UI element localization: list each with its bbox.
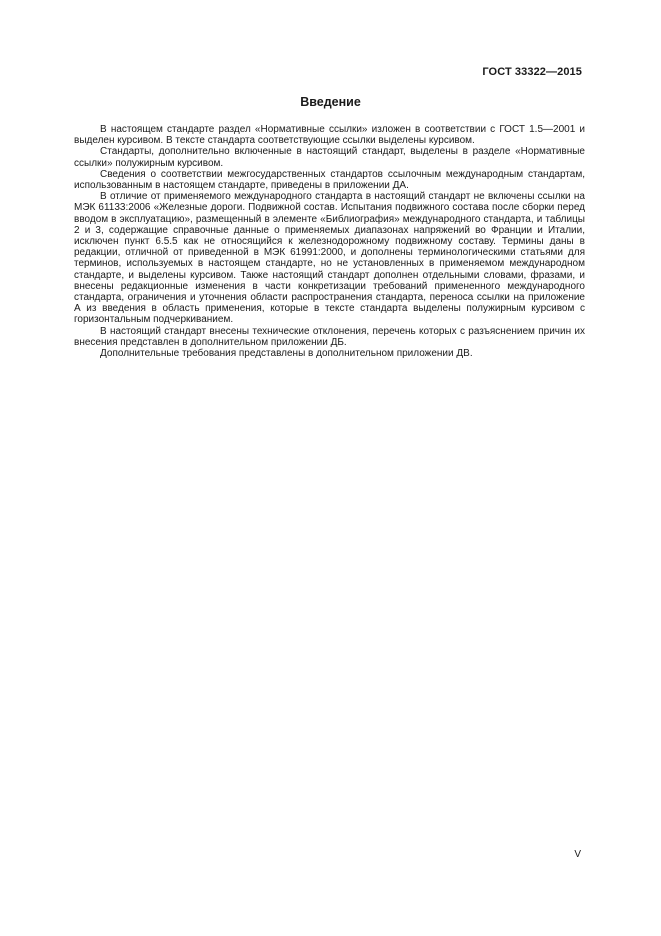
body-text: [74, 124, 585, 359]
paragraph: В отличие от применяемого международного стандарта в настоящий стандарт не включены ссылки на МЭК 61133:2006 «Железные дороги. Подвижной состав. Испытания подвижного состава после сборки перед вводом в эксплуатацию», размещенный в элементе «Библиография» международного стандарта, и таблицы 2 и 3, содержащие справочные данные о применяемых диапазонах напряжений во Франции и Италии, исключен пункт 6.5.5 как не относящийся к железнодорожному подвижному составу. Термины даны в редакции, отличной от приведенной в МЭК 61991:2000, и дополнены терминологическими статьями для терминов, используемых в настоящем стандарте, но не установленных в применяемом международном стандарте, и выделены курсивом. Также настоящий стандарт дополнен отдельными словами, фразами, и внесены редакционные изменения в части конкретизации требований примененного международного стандарта, ограничения и уточнения области распространения стандарта, переноса ссылки на приложение А из введения в область применения, которые в тексте стандарта выделены полужирным курсивом с горизонтальным подчеркиванием.: [74, 191, 585, 326]
section-title: Введение: [300, 95, 361, 109]
paragraph: Сведения о соответствии межгосударственных стандартов ссылочным международным стандартам, использованным в настоящем стандарте, приведены в приложении ДА.: [74, 168, 585, 192]
paragraph: Стандарты, дополнительно включенные в настоящий стандарт, выделены в разделе «Нормативные ссылки» полужирным курсивом.: [74, 146, 585, 169]
paragraph: В настоящий стандарт внесены технические отклонения, перечень которых с разъяснением причин их внесения представлен в дополнительном приложении ДБ.: [74, 325, 585, 348]
paragraph: Дополнительные требования представлены в дополнительном приложении ДВ.: [100, 348, 473, 360]
paragraph: В настоящем стандарте раздел «Нормативные ссылки» изложен в соответствии с ГОСТ 1.5—2001 и выделен курсивом. В тексте стандарта соответствующие ссылки выделены курсивом.: [74, 124, 585, 147]
page-number: V: [574, 849, 581, 860]
document-identifier: ГОСТ 33322—2015: [482, 66, 582, 78]
